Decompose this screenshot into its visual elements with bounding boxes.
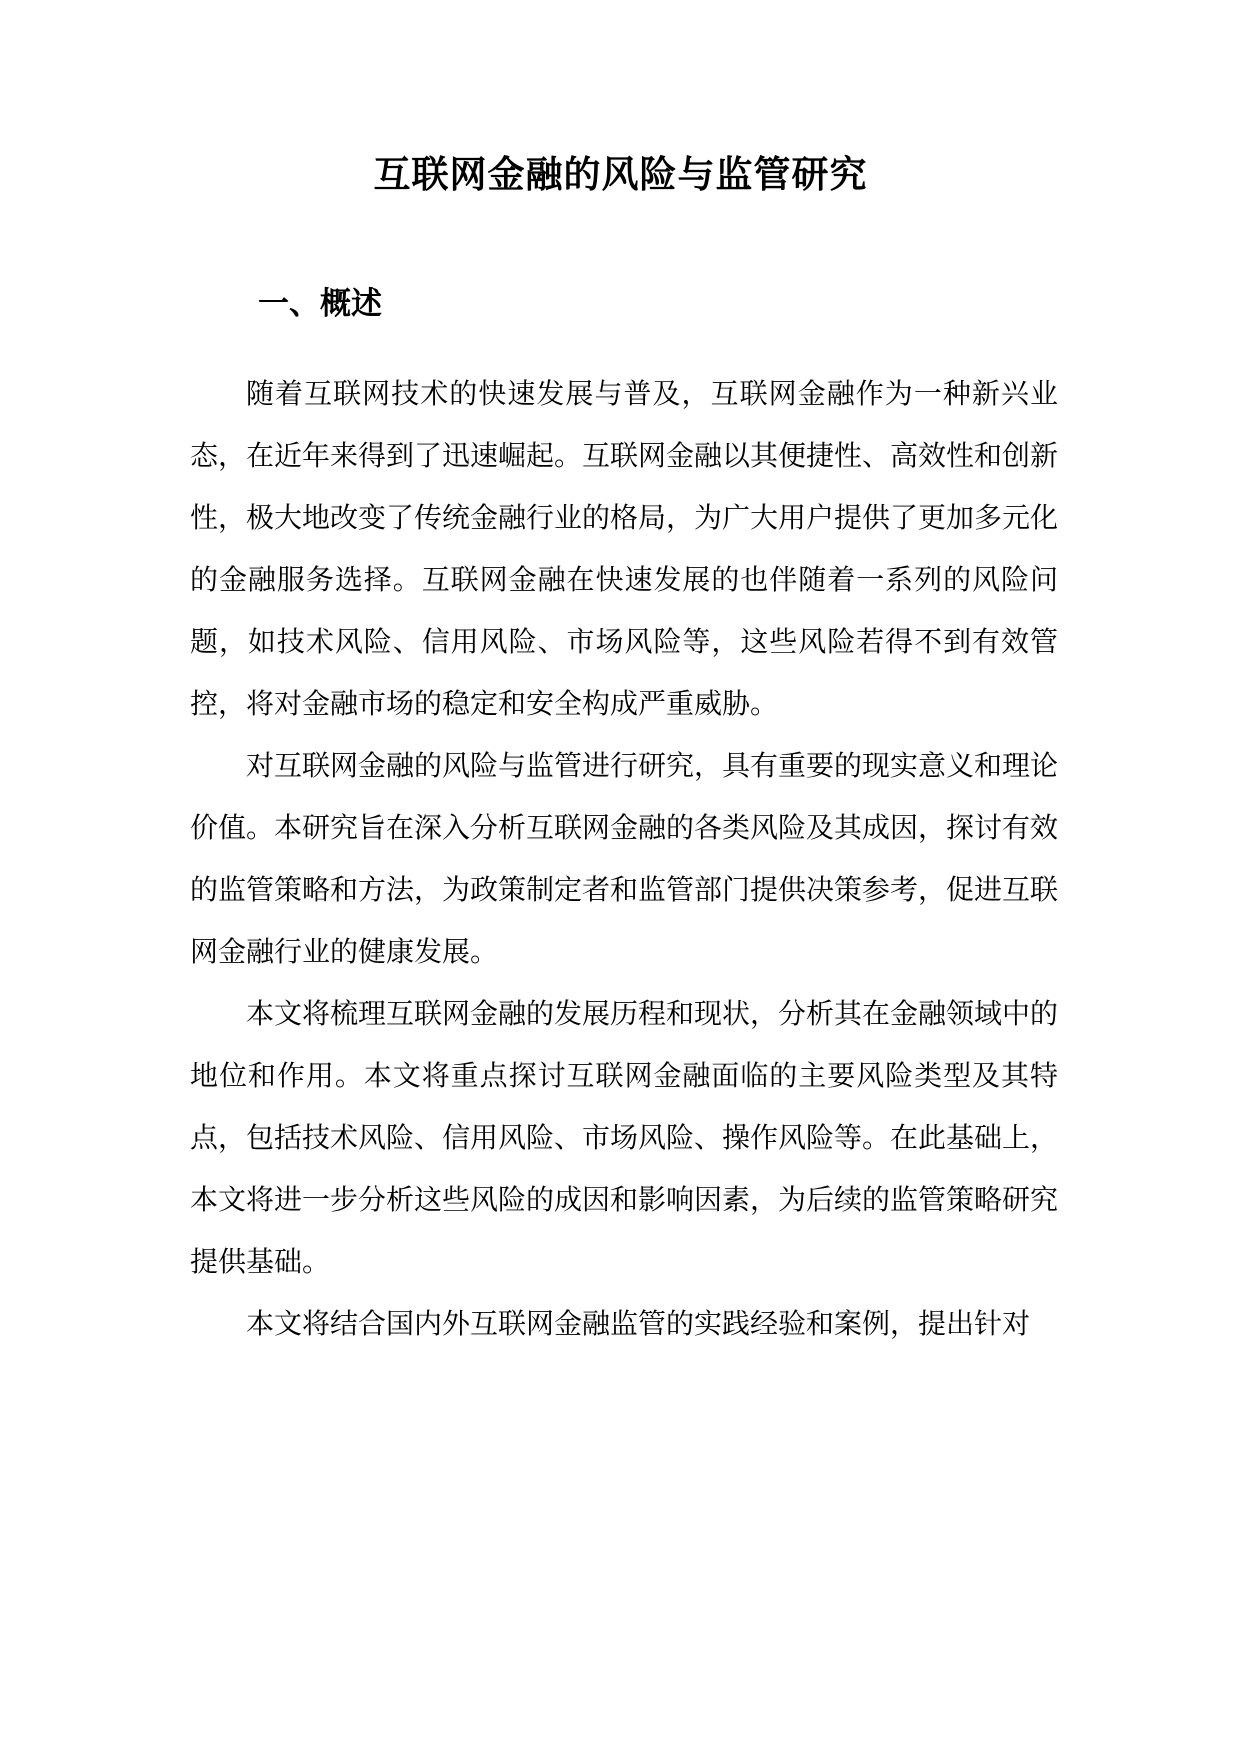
- document-title: 互联网金融的风险与监管研究: [373, 152, 868, 196]
- document-body: [190, 363, 1058, 1355]
- paragraph-1: 随着互联网技术的快速发展与普及，互联网金融作为一种新兴业态，在近年来得到了迅速崛起。互联网金融以其便捷性、高效性和创新性，极大地改变了传统金融行业的格局，为广大用户提供了更加多元化的金融服务选择。互联网金融在快速发展的也伴随着一系列的风险问题，如技术风险、信用风险、市场风险等，这些风险若得不到有效管控，将对金融市场的稳定和安全构成严重威胁。: [190, 377, 1059, 720]
- paragraph-2: 对互联网金融的风险与监管进行研究，具有重要的现实意义和理论价值。本研究旨在深入分析互联网金融的各类风险及其成因，探讨有效的监管策略和方法，为政策制定者和监管部门提供决策参考，促进互联网金融行业的健康发展。: [190, 749, 1059, 968]
- paragraph-3: 本文将梳理互联网金融的发展历程和现状，分析其在金融领域中的地位和作用。本文将重点探讨互联网金融面临的主要风险类型及其特点，包括技术风险、信用风险、市场风险、操作风险等。在此基础上，本文将进一步分析这些风险的成因和影响因素，为后续的监管策略研究提供基础。: [190, 997, 1059, 1278]
- section-heading: 一、概述: [258, 286, 382, 322]
- paragraph-4: 本文将结合国内外互联网金融监管的实践经验和案例，提出针对: [246, 1307, 1031, 1340]
